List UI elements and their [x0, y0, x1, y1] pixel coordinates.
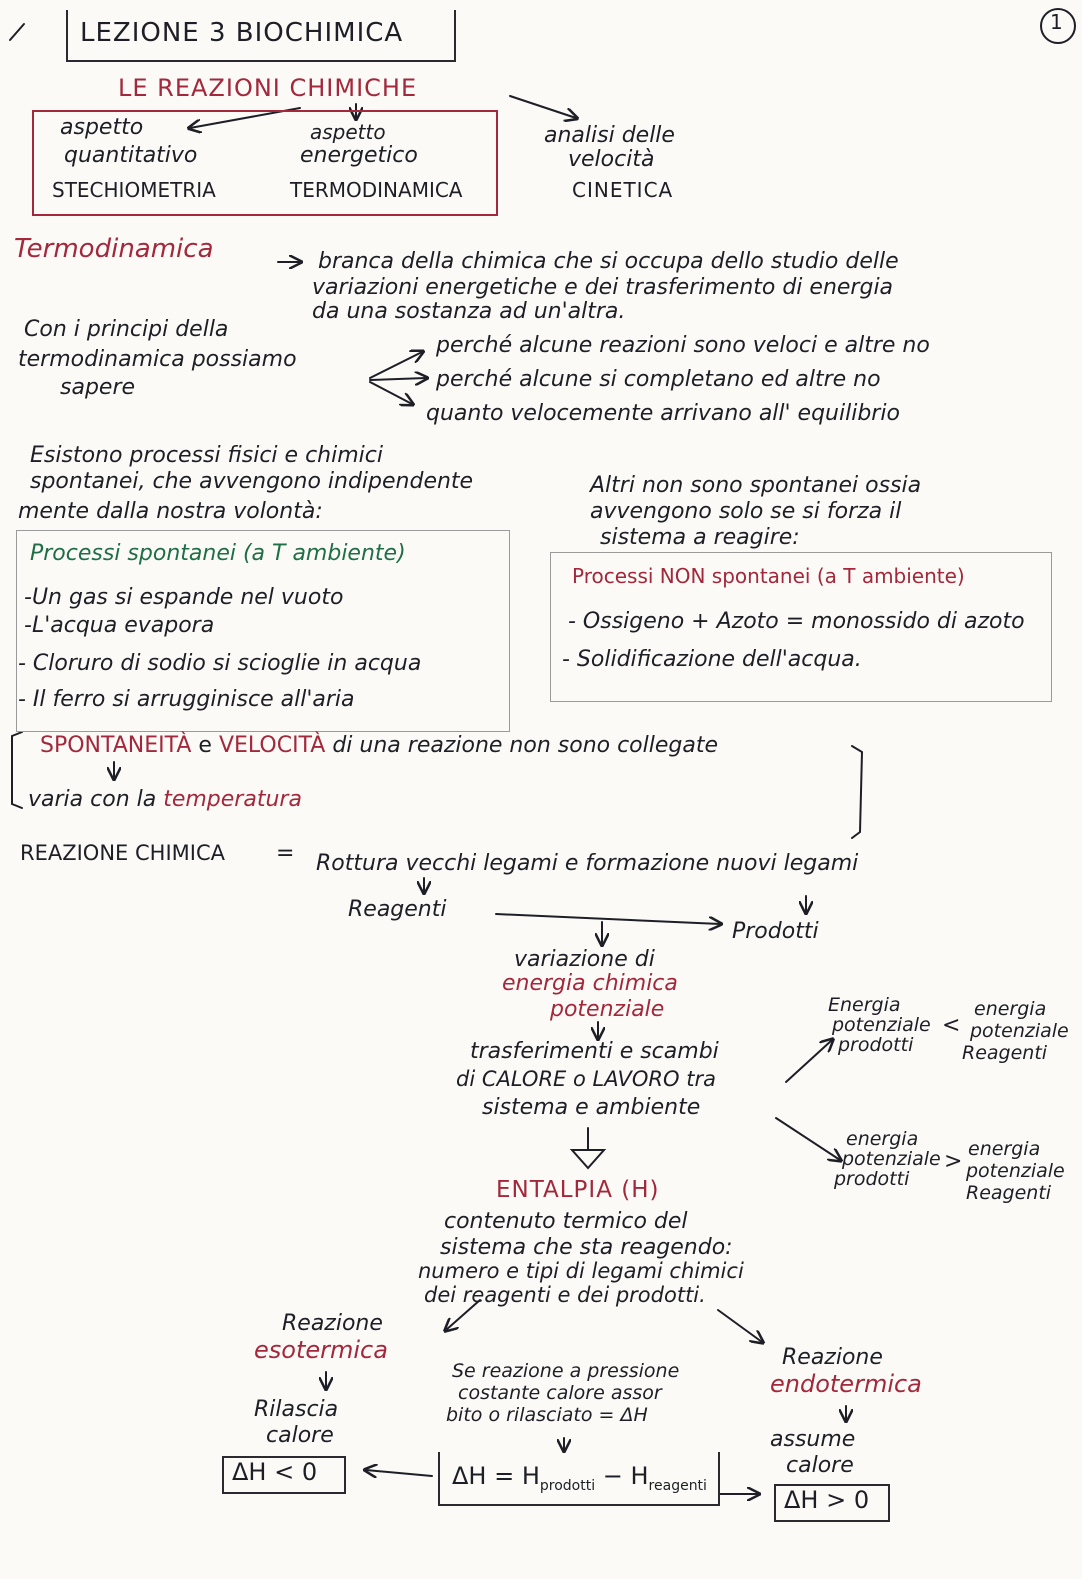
cmp2-left-line3: prodotti	[834, 1168, 910, 1190]
temperatura-text: temperatura	[163, 787, 302, 812]
question-2: perché alcune si completano ed altre no	[436, 367, 881, 392]
arrow-to-dh-neg	[366, 1470, 432, 1476]
endo-line2: endotermica	[770, 1370, 922, 1398]
quant-line2: quantitativo	[64, 143, 198, 168]
transfer-line2: di CALORE o LAVORO tra	[456, 1067, 716, 1091]
spont-intro-line1: Esistono processi fisici e chimici	[30, 443, 383, 468]
arrow-q1	[370, 352, 422, 378]
cmp1-right-line1: energia	[974, 998, 1047, 1020]
speed-note-rest: di una reazione non sono collegate	[332, 733, 719, 758]
principles-line1: Con i principi della	[24, 317, 229, 342]
transfer-line1: trasferimenti e scambi	[470, 1039, 719, 1064]
cmp2-right-line2: potenziale	[966, 1160, 1065, 1182]
potential-line1: energia chimica	[502, 971, 678, 996]
nonspont-item-2: - Solidificazione dell'acqua.	[562, 647, 862, 672]
speed-line2: velocità	[568, 147, 655, 172]
reaction-equals: =	[276, 841, 295, 866]
formula-sub-reagenti: reagenti	[648, 1478, 707, 1494]
formula-main	[452, 1462, 707, 1494]
termo-def-line1: branca della chimica che si occupa dello studio delle	[318, 249, 899, 274]
exo-line2: esotermica	[254, 1336, 388, 1364]
exo-line1: Reazione	[282, 1311, 383, 1336]
dh-positive: ΔH > 0	[784, 1486, 870, 1514]
page-number: 1	[1050, 10, 1063, 34]
reagenti: Reagenti	[348, 897, 447, 922]
termo-def-line3: da una sostanza ad un'altra.	[312, 299, 626, 324]
page-title: LEZIONE 3 BIOCHIMICA	[80, 18, 404, 48]
spont-item-4: - Il ferro si arrugginisce all'aria	[18, 687, 355, 712]
speed-line1: analisi delle	[544, 123, 675, 148]
exo-effect-line1: Rilascia	[254, 1397, 339, 1422]
reaction-label: REAZIONE CHIMICA	[20, 841, 225, 865]
bracket-right	[852, 746, 862, 838]
entalpia-desc-line4: dei reagenti e dei prodotti.	[424, 1283, 706, 1307]
spont-intro-line2: spontanei, che avvengono indipendente	[30, 469, 474, 494]
formula-sub-prodotti: prodotti	[539, 1478, 596, 1494]
entalpia-desc-line1: contenuto termico del	[444, 1209, 688, 1234]
spont-intro-line3: mente dalla nostra volontà:	[18, 499, 323, 524]
hollow-arrow-entalpia	[572, 1128, 604, 1168]
speed-note-line	[40, 734, 718, 757]
principles-line2: termodinamica possiamo	[18, 347, 297, 372]
reaction-definition: Rottura vecchi legami e formazione nuovi legami	[316, 851, 859, 876]
nonspont-box-title: Processi NON spontanei (a T ambiente)	[572, 564, 965, 588]
arrow-to-endo	[718, 1310, 762, 1342]
pressure-line3: bito o rilasciato = ΔH	[446, 1404, 648, 1426]
spont-item-2: -L'acqua evapora	[24, 613, 215, 638]
prodotti: Prodotti	[732, 919, 819, 944]
transfer-line3: sistema e ambiente	[482, 1095, 701, 1120]
cmp2-right-line3: Reagenti	[966, 1182, 1052, 1204]
spont-box-title: Processi spontanei (a T ambiente)	[30, 541, 406, 566]
endo-effect-line1: assume	[770, 1427, 856, 1452]
potential-line2: potenziale	[550, 997, 665, 1022]
word-velocita: VELOCITÀ	[218, 733, 326, 758]
entalpia-title: ENTALPIA (H)	[496, 1177, 660, 1203]
cmp2-sign: >	[944, 1149, 963, 1174]
quant-line1: aspetto	[60, 115, 144, 140]
cmp2-right-line1: energia	[968, 1138, 1041, 1160]
cmp2-left-line1: energia	[846, 1128, 919, 1150]
dh-negative: ΔH < 0	[232, 1458, 318, 1486]
question-1: perché alcune reazioni sono veloci e altre no	[436, 333, 930, 358]
arrow-to-cmp2	[776, 1118, 840, 1160]
cmp1-sign: <	[942, 1013, 961, 1038]
word-spontaneita: SPONTANEITÀ	[40, 733, 192, 758]
termodinamica-label: TERMODINAMICA	[290, 178, 463, 202]
margin-slash	[10, 24, 24, 40]
cmp1-left-line3: prodotti	[838, 1034, 914, 1056]
cmp1-left-line2: potenziale	[832, 1014, 931, 1036]
bracket-left	[12, 732, 22, 808]
endo-line1: Reazione	[782, 1345, 883, 1370]
word-e: e	[198, 733, 212, 758]
cmp1-right-line3: Reagenti	[962, 1042, 1048, 1064]
cinetica-label: CINETICA	[572, 178, 674, 202]
principles-line3: sapere	[60, 375, 136, 400]
formula-minus: − H	[595, 1462, 649, 1490]
spont-item-3: - Cloruro di sodio si scioglie in acqua	[18, 651, 422, 676]
energ-line1: aspetto	[310, 120, 386, 144]
termo-term: Termodinamica	[14, 234, 214, 264]
cmp1-left-line1: Energia	[828, 994, 901, 1016]
energ-line2: energetico	[300, 143, 418, 168]
exo-effect-line2: calore	[266, 1423, 334, 1448]
formula-dh: ΔH = H	[452, 1462, 540, 1490]
cmp1-right-line2: potenziale	[970, 1020, 1069, 1042]
nonspont-item-1: - Ossigeno + Azoto = monossido di azoto	[568, 609, 1025, 634]
arrow-reagenti-prodotti	[496, 914, 720, 924]
arrow-q2	[370, 378, 426, 380]
varia-line	[28, 788, 302, 811]
varia-text: varia con la	[28, 787, 157, 812]
termo-def-line2: variazioni energetiche e dei trasferimento di energia	[312, 275, 894, 300]
pressure-line2: costante calore assor	[458, 1382, 662, 1404]
entalpia-desc-line2: sistema che sta reagendo:	[440, 1235, 733, 1260]
nonspont-intro-line3: sistema a reagire:	[600, 525, 800, 550]
cmp2-left-line2: potenziale	[842, 1148, 941, 1170]
arrow-to-cmp1	[786, 1040, 832, 1082]
question-3: quanto velocemente arrivano all' equilibrio	[426, 401, 900, 426]
variazione: variazione di	[514, 947, 655, 972]
endo-effect-line2: calore	[786, 1453, 854, 1478]
stechiometria: STECHIOMETRIA	[52, 178, 216, 202]
section-title: LE REAZIONI CHIMICHE	[118, 74, 418, 102]
nonspont-intro-line2: avvengono solo se si forza il	[590, 499, 902, 524]
entalpia-desc-line3: numero e tipi di legami chimici	[418, 1259, 744, 1283]
arrow-to-cinetica	[510, 96, 576, 118]
pressure-line1: Se reazione a pressione	[452, 1360, 680, 1382]
arrow-q3	[370, 382, 412, 404]
spont-item-1: -Un gas si espande nel vuoto	[24, 585, 344, 610]
nonspont-intro-line1: Altri non sono spontanei ossia	[590, 473, 922, 498]
